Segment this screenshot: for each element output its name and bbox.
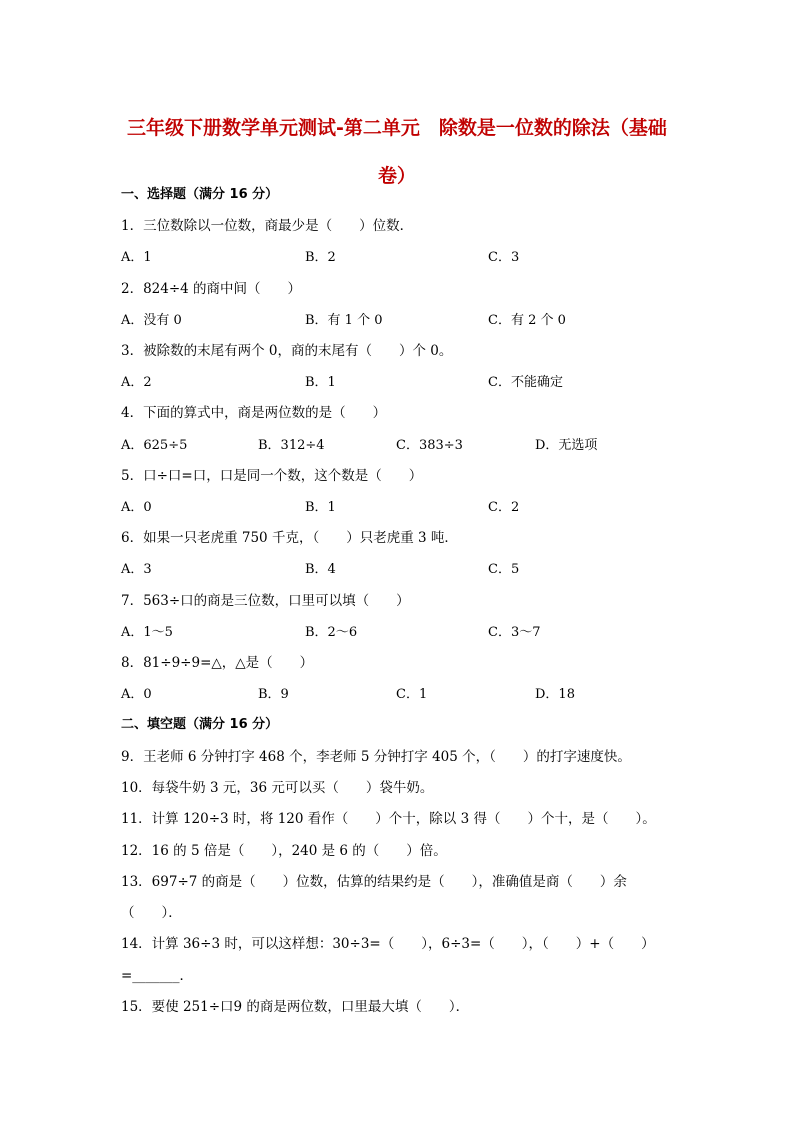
question-10: 10．每袋牛奶 3 元，36 元可以买（ ）袋牛奶。 [121, 780, 434, 796]
q6-option-c: C．5 [488, 562, 520, 577]
q2-option-c: C．有 2 个 0 [488, 313, 566, 328]
section-heading-fill-in: 二、填空题（满分 16 分） [121, 717, 279, 732]
q4-option-d: D．无选项 [535, 438, 598, 453]
q3-option-c: C．不能确定 [488, 375, 563, 390]
question-7: 7．563÷口的商是三位数，口里可以填（ ） [121, 593, 410, 609]
q1-option-a: A．1 [121, 250, 152, 265]
q2-option-a: A．没有 0 [121, 313, 182, 328]
q7-option-c: C．3～7 [488, 625, 541, 640]
q1-option-b: B．2 [305, 250, 336, 265]
q8-option-b: B．9 [258, 687, 289, 702]
q4-option-b: B．312÷4 [258, 438, 325, 453]
q8-option-c: C．1 [396, 687, 428, 702]
q8-option-d: D．18 [535, 687, 575, 702]
question-13-line-1: 13．697÷7 的商是（ ）位数，估算的结果约是（ ），准确值是商（ ）余 [121, 874, 627, 890]
question-9: 9．王老师 6 分钟打字 468 个，李老师 5 分钟打字 405 个，（ ）的打字速度快。 [121, 749, 631, 765]
section-heading-choice: 一、选择题（满分 16 分） [121, 187, 279, 202]
title-line-1: 三年级下册数学单元测试-第二单元 除数是一位数的除法（基础 [127, 117, 667, 139]
q5-option-c: C．2 [488, 500, 520, 515]
q1-option-c: C．3 [488, 250, 520, 265]
question-12: 12．16 的 5 倍是（ ），240 是 6 的（ ）倍。 [121, 843, 447, 859]
q7-option-b: B．2～6 [305, 625, 358, 640]
q4-option-c: C．383÷3 [396, 438, 463, 453]
title-line-2: 卷） [377, 165, 416, 187]
question-4: 4．下面的算式中，商是两位数的是（ ） [121, 405, 387, 421]
question-15: 15．要使 251÷口9 的商是两位数，口里最大填（ ）． [121, 999, 470, 1015]
q5-option-a: A．0 [121, 500, 152, 515]
question-8: 8．81÷9÷9=△，△是（ ） [121, 655, 314, 671]
question-11: 11．计算 120÷3 时，将 120 看作（ ）个十，除以 3 得（ ）个十，是（ ）。 [121, 811, 656, 827]
question-14-line-1: 14．计算 36÷3 时，可以这样想：30÷3=（ ），6÷3=（ ），（ ）+（ ） [121, 936, 655, 952]
q5-option-b: B．1 [305, 500, 336, 515]
question-3: 3．被除数的末尾有两个 0，商的末尾有（ ）个 0。 [121, 343, 453, 359]
q8-option-a: A．0 [121, 687, 152, 702]
q6-option-b: B．4 [305, 562, 336, 577]
question-14-line-2: =_______． [121, 968, 194, 984]
q6-option-a: A．3 [121, 562, 152, 577]
q2-option-b: B．有 1 个 0 [305, 313, 383, 328]
q4-option-a: A．625÷5 [121, 438, 188, 453]
q3-option-a: A．2 [121, 375, 152, 390]
question-2: 2．824÷4 的商中间（ ） [121, 281, 302, 297]
q3-option-b: B．1 [305, 375, 336, 390]
question-1: 1．三位数除以一位数，商最少是（ ）位数． [121, 218, 414, 234]
question-13-line-2: （ ）． [121, 905, 182, 921]
question-6: 6．如果一只老虎重 750 千克，（ ）只老虎重 3 吨． [121, 530, 458, 546]
q7-option-a: A．1～5 [121, 625, 173, 640]
question-5: 5．口÷口=口，口是同一个数，这个数是（ ） [121, 468, 423, 484]
